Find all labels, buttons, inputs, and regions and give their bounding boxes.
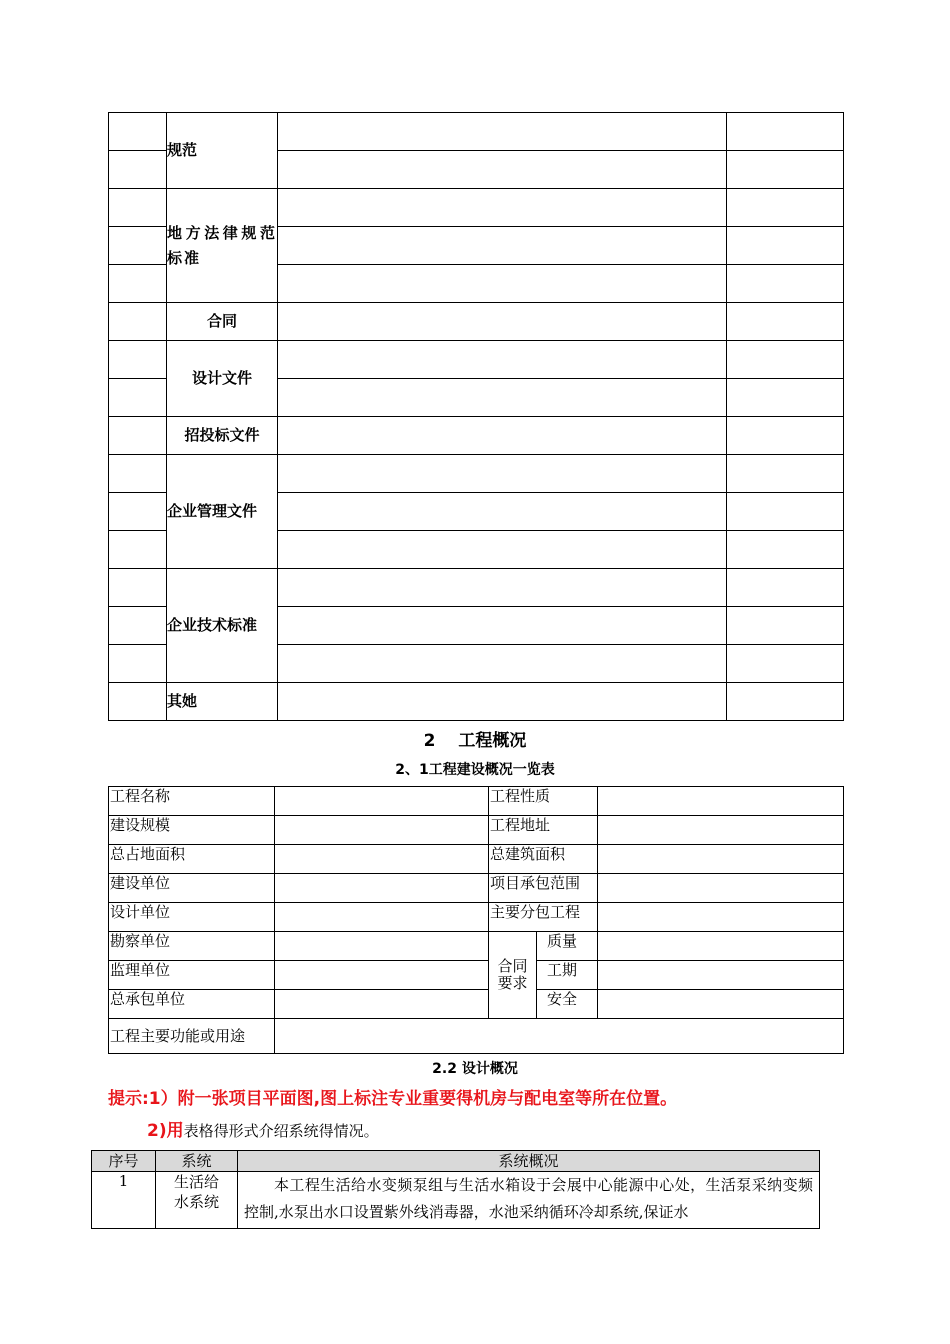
field-value[interactable] [598, 961, 844, 990]
category-label: 规范 [167, 113, 278, 189]
table-cell [727, 455, 844, 493]
system-name [156, 1172, 238, 1229]
table-cell [727, 417, 844, 455]
table-cell [278, 493, 727, 531]
category-label: 地方法律规范标准 [167, 189, 278, 303]
field-label: 工程名称 [109, 787, 275, 816]
table-cell [727, 341, 844, 379]
table-cell [727, 493, 844, 531]
table-cell [278, 569, 727, 607]
table-cell [727, 151, 844, 189]
field-label: 质量 [537, 932, 598, 961]
table-cell [109, 227, 167, 265]
table-cell [109, 455, 167, 493]
table-cell [727, 683, 844, 721]
table-row [92, 1172, 820, 1229]
table-cell [727, 227, 844, 265]
table-cell [278, 645, 727, 683]
field-label: 总建筑面积 [489, 845, 598, 874]
field-value[interactable] [275, 903, 489, 932]
field-label: 工程性质 [489, 787, 598, 816]
project-overview-table [108, 786, 844, 1054]
field-value[interactable] [275, 816, 489, 845]
table-cell [109, 569, 167, 607]
field-value[interactable] [598, 845, 844, 874]
field-label: 工程地址 [489, 816, 598, 845]
field-label: 主要分包工程 [489, 903, 598, 932]
column-header: 序号 [92, 1151, 156, 1172]
field-value[interactable] [275, 1019, 844, 1054]
table-cell [278, 265, 727, 303]
table-cell [278, 303, 727, 341]
table-cell [278, 531, 727, 569]
field-value[interactable] [598, 990, 844, 1019]
category-label: 企业管理文件 [167, 455, 278, 569]
field-value[interactable] [598, 903, 844, 932]
table-cell [727, 113, 844, 151]
section-heading: 2 工程概况 [423, 731, 527, 751]
table-cell [278, 341, 727, 379]
table-cell [109, 645, 167, 683]
field-value[interactable] [598, 874, 844, 903]
table-cell [109, 113, 167, 151]
table-cell [727, 265, 844, 303]
field-label: 勘察单位 [109, 932, 275, 961]
table-cell [109, 493, 167, 531]
row-number: 1 [92, 1172, 156, 1229]
table-cell [278, 607, 727, 645]
field-value[interactable] [598, 787, 844, 816]
system-name-text: 生活给水系统 [173, 1173, 219, 1211]
field-label: 设计单位 [109, 903, 275, 932]
category-label: 其她 [167, 683, 278, 721]
table-cell [109, 341, 167, 379]
table-cell [109, 607, 167, 645]
hint-line-2 [147, 1116, 379, 1141]
field-label: 工程主要功能或用途 [109, 1019, 275, 1054]
table-cell [727, 607, 844, 645]
table-cell [109, 531, 167, 569]
field-label: 建设规模 [109, 816, 275, 845]
table-cell [278, 227, 727, 265]
table-cell [109, 683, 167, 721]
table-cell [727, 531, 844, 569]
category-label: 招投标文件 [167, 417, 278, 455]
table-cell [109, 265, 167, 303]
column-header: 系统 [156, 1151, 238, 1172]
field-value[interactable] [275, 787, 489, 816]
field-value[interactable] [598, 816, 844, 845]
table-cell [727, 645, 844, 683]
category-label: 合同 [167, 303, 278, 341]
table-cell [278, 189, 727, 227]
table-cell [278, 151, 727, 189]
category-label: 设计文件 [167, 341, 278, 417]
systems-table [91, 1150, 820, 1229]
system-description: 本工程生活给水变频泵组与生活水箱设于会展中心能源中心处，生活泵采纳变频控制,水泵出水口设置紫外线消毒器，水池采纳循环冷却系统,保证水 [238, 1172, 820, 1229]
field-label: 总承包单位 [109, 990, 275, 1019]
category-label: 企业技术标准 [167, 569, 278, 683]
regulations-table [108, 112, 844, 721]
table-cell [109, 151, 167, 189]
table-cell [109, 189, 167, 227]
field-label: 项目承包范围 [489, 874, 598, 903]
field-label: 安全 [537, 990, 598, 1019]
contract-requirements-text: 合同要求 [497, 957, 528, 992]
table-cell [727, 303, 844, 341]
hint-line-2-prefix: 2)用 [147, 1121, 184, 1141]
field-label: 监理单位 [109, 961, 275, 990]
subsection-heading: 2.2 设计概况 [432, 1061, 518, 1077]
field-label: 总占地面积 [109, 845, 275, 874]
table-cell [278, 113, 727, 151]
table-cell [278, 417, 727, 455]
table-cell [727, 379, 844, 417]
table-cell [278, 379, 727, 417]
table-cell [109, 417, 167, 455]
field-value[interactable] [275, 874, 489, 903]
contract-requirements-label [489, 932, 537, 1019]
field-value[interactable] [598, 932, 844, 961]
subsection-heading: 2、1工程建设概况一览表 [395, 762, 555, 778]
hint-line-1: 提示:1）附一张项目平面图,图上标注专业重要得机房与配电室等所在位置。 [108, 1089, 678, 1109]
field-value[interactable] [275, 961, 489, 990]
field-value[interactable] [275, 990, 489, 1019]
table-cell [278, 683, 727, 721]
field-label: 建设单位 [109, 874, 275, 903]
table-cell [727, 569, 844, 607]
table-cell [278, 455, 727, 493]
hint-line-2-text: 表格得形式介绍系统得情况。 [183, 1122, 379, 1140]
table-cell [109, 379, 167, 417]
column-header: 系统概况 [238, 1151, 820, 1172]
field-value[interactable] [275, 932, 489, 961]
table-cell [727, 189, 844, 227]
field-label: 工期 [537, 961, 598, 990]
field-value[interactable] [275, 845, 489, 874]
table-cell [109, 303, 167, 341]
